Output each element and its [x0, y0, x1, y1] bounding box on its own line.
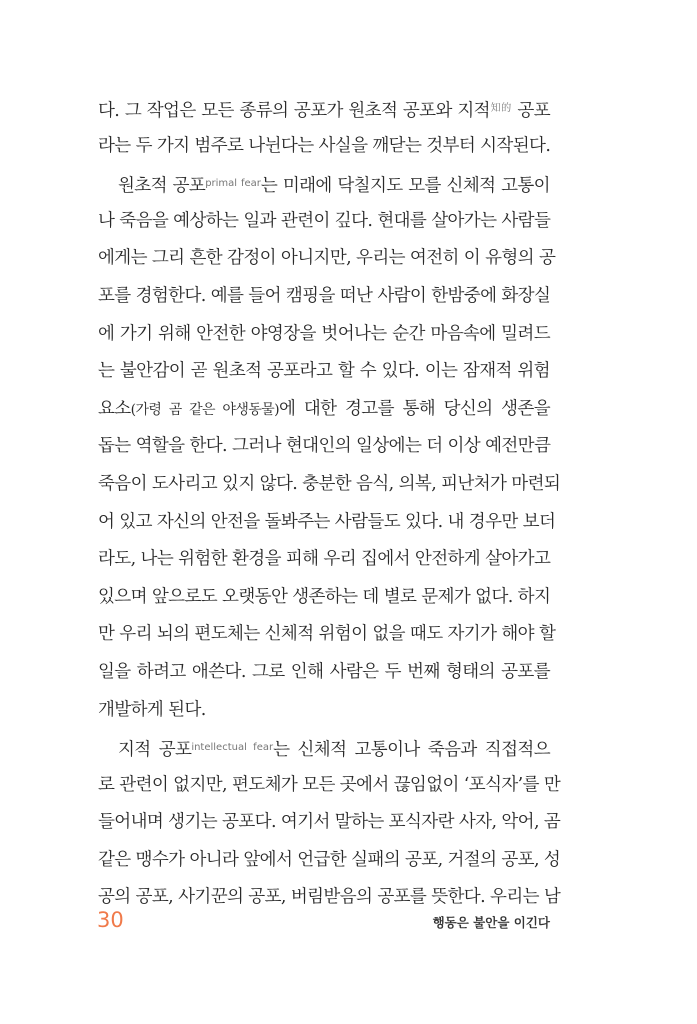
- text-line: [98, 541, 550, 579]
- text-segment: 에 가기 위해 안전한 야영장을 벗어나는 순간 마음속에 밀려드: [98, 323, 550, 344]
- text-line: [98, 804, 561, 842]
- text-line: [98, 654, 550, 692]
- text-segment: 는 미래에 닥칠지도 모를 신체적 고통이: [260, 176, 550, 197]
- gloss-annotation: intellectual fear: [191, 742, 274, 754]
- text-segment: 다. 그 작업은 모든 종류의 공포가 원초적 공포와 지적: [98, 101, 490, 121]
- text-segment: 지적 공포: [118, 740, 192, 761]
- parenthetical-note: (가령 곰 같은 야생동물): [130, 401, 279, 418]
- text-segment: 원초적 공포: [118, 176, 206, 197]
- text-segment: 요소: [98, 398, 131, 419]
- gloss-annotation: primal fear: [205, 178, 261, 190]
- running-title: 행동은 불안을 이긴다: [432, 915, 550, 930]
- text-segment: 에 대한 경고를 통해 당신의 생존을: [278, 398, 550, 419]
- text-line: [98, 128, 550, 166]
- text-line: [98, 767, 561, 805]
- text-segment: 같은 맹수가 아니라 앞에서 언급한 실패의 공포, 거절의 공포, 성: [98, 849, 561, 870]
- text-segment: 공포: [511, 101, 550, 121]
- text-line: [98, 428, 550, 466]
- text-segment: 돕는 역할을 한다. 그러나 현대인의 일상에는 더 이상 예전만큼: [98, 436, 551, 457]
- text-line: [98, 616, 556, 654]
- text-segment: 만 우리 뇌의 편도체는 신체적 위험이 없을 때도 자기가 해야 할: [98, 624, 556, 645]
- text-segment: 들어내며 생기는 공포다. 여기서 말하는 포식자란 사자, 악어, 곰: [98, 812, 561, 833]
- text-line: [98, 842, 561, 880]
- text-line: [98, 240, 556, 278]
- text-segment: 있으며 앞으로도 오랫동안 생존하는 데 별로 문제가 없다. 하지: [98, 586, 551, 607]
- text-line: [98, 203, 550, 241]
- text-segment: 는 불안감이 곧 원초적 공포라고 할 수 있다. 이는 잠재적 위험: [98, 361, 550, 382]
- gloss-annotation: 知的: [489, 103, 512, 114]
- text-line: [98, 504, 556, 542]
- body-text: [98, 90, 561, 917]
- text-line: [98, 165, 550, 203]
- text-segment: 나 죽음을 예상하는 일과 관련이 깊다. 현대를 살아가는 사람들: [98, 210, 551, 231]
- text-segment: 로 관련이 없지만, 편도체가 모든 곳에서 끊임없이 ‘포식자’를 만: [98, 774, 561, 795]
- text-segment: 라도, 나는 위험한 환경을 피해 우리 집에서 안전하게 살아가고: [98, 549, 551, 570]
- text-segment: 개발하게 된다.: [98, 699, 206, 720]
- text-line: [98, 391, 550, 429]
- text-segment: 죽음이 도사리고 있지 않다. 충분한 음식, 의복, 피난처가 마련되: [98, 473, 561, 494]
- text-line: [98, 579, 550, 617]
- text-line: [98, 692, 550, 730]
- text-segment: 포를 경험한다. 예를 들어 캠핑을 떠난 사람이 한밤중에 화장실: [98, 285, 551, 306]
- page-number: 30: [97, 908, 124, 932]
- text-segment: 는 신체적 고통이나 죽음과 직접적으: [273, 740, 550, 761]
- text-line: [98, 316, 550, 354]
- text-line: [98, 278, 550, 316]
- text-line: [98, 879, 561, 917]
- text-line: [98, 466, 561, 504]
- text-segment: 라는 두 가지 범주로 나뉜다는 사실을 깨닫는 것부터 시작된다.: [98, 135, 551, 156]
- text-segment: 에게는 그리 흔한 감정이 아니지만, 우리는 여전히 이 유형의 공: [98, 248, 556, 269]
- text-segment: 어 있고 자신의 안전을 돌봐주는 사람들도 있다. 내 경우만 보더: [98, 511, 556, 532]
- text-segment: 일을 하려고 애쓴다. 그로 인해 사람은 두 번째 형태의 공포를: [98, 661, 550, 682]
- text-segment: 공의 공포, 사기꾼의 공포, 버림받음의 공포를 뜻한다. 우리는 남: [98, 887, 561, 908]
- text-line: [98, 90, 550, 128]
- text-line: [98, 353, 550, 391]
- text-line: [98, 729, 550, 767]
